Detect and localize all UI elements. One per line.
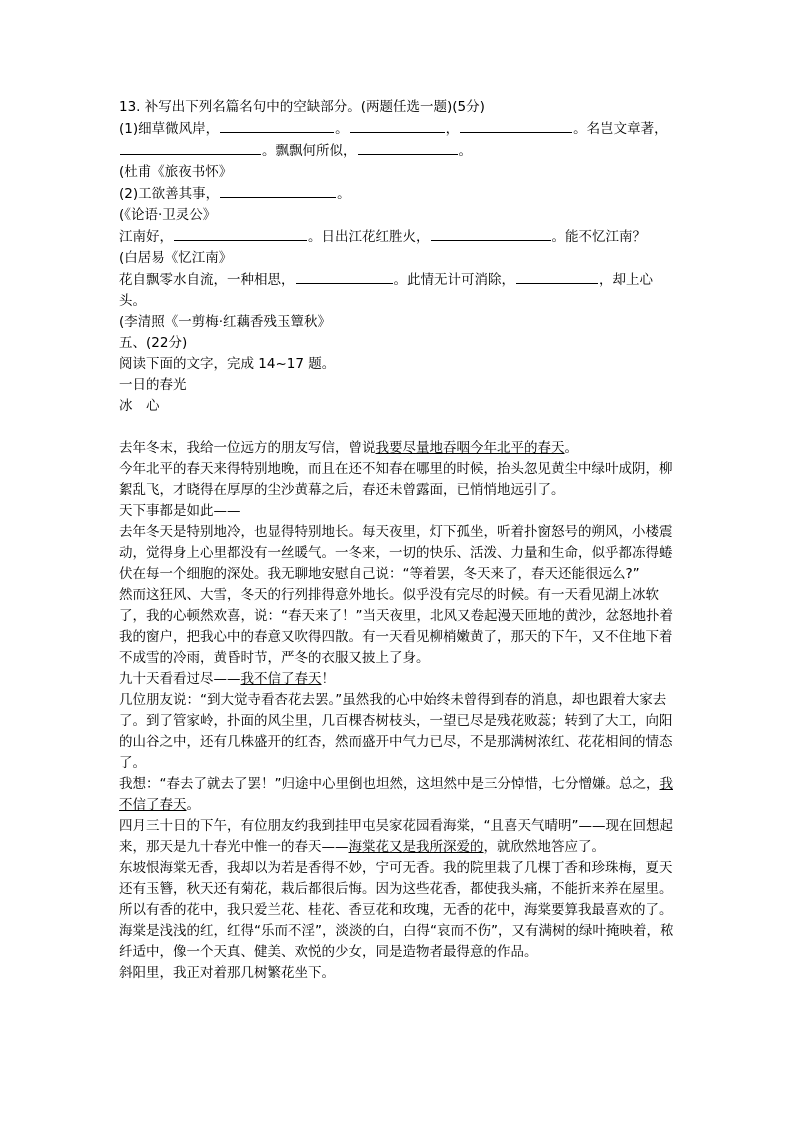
text-segment: 。日出江花红胜火， [308, 229, 430, 245]
text-segment: 。 [458, 143, 472, 159]
article-paragraph: 海棠是浅浅的红，红得“乐而不淫”，淡淡的白，白得“哀而不伤”，又有满树的绿叶掩映着，秾纤适中，像一个天真、健美、欢悦的少女，同是造物者最得意的作品。 [119, 923, 674, 960]
article-paragraph [119, 669, 679, 690]
fill-blank[interactable] [220, 118, 334, 133]
fill-blank[interactable] [296, 269, 393, 284]
text-segment: ， [445, 121, 460, 137]
text-segment: ，却上心头。 [119, 272, 653, 309]
question-13-part3 [119, 226, 679, 248]
article-paragraph: 东坡恨海棠无香，我却以为若是香得不妙，宁可无香。我的院里栽了几棵丁香和珍珠梅，夏天还有玉簪，秋天还有菊花，栽后都很后悔。因为这些花香，都使我头痛，不能折来养在屋里。所以有香的花中，我只爱兰花、桂花、香豆花和玫瑰，无香的花中，海棠要算我最喜欢的了。 [119, 860, 673, 918]
fill-blank[interactable] [460, 118, 572, 133]
section-5-heading: 五、(22分) [119, 335, 188, 351]
question-13-heading: 13. 补写出下列名篇名句中的空缺部分。(两题任选一题)(5分) [119, 99, 485, 115]
text-segment: 。能不忆江南？ [551, 229, 646, 245]
question-13-part1-line1 [119, 118, 679, 140]
text-segment: 我想：“春去了就去了罢！”归途中心里倒也坦然，这坦然中是三分悼惜，七分憎嫌。总之， [119, 776, 660, 792]
text-segment: 九十天看看过尽—— [119, 671, 241, 687]
text-segment: 。 [335, 121, 349, 137]
article-paragraph: 几位朋友说：“到大觉寺看杏花去罢。”虽然我的心中始终未曾得到春的消息，却也跟着大家去了。到了管家岭，扑面的风尘里，几百棵杏树枝头，一望已尽是残花败蕊；转到了大工，向阳的山谷之中，还有几株盛开的红杏，然而盛开中气力已尽，不是那满树浓红、花花相间的情态了。 [119, 692, 673, 771]
document-body [119, 97, 679, 984]
text-segment: ！ [321, 671, 335, 687]
source-citation: (李清照《一剪梅·红藕香残玉簟秋》 [119, 314, 332, 330]
fill-blank[interactable] [174, 226, 307, 241]
fill-blank[interactable] [431, 226, 551, 241]
fill-blank[interactable] [516, 269, 598, 284]
question-13-part1-line2 [119, 140, 679, 162]
text-segment: 。 [564, 440, 578, 456]
article-paragraph [119, 774, 679, 816]
text-segment: 花自飘零水自流，一种相思， [119, 272, 295, 288]
source-citation: (白居易《忆江南》 [119, 250, 233, 266]
article-paragraph: 去年冬天是特别地冷，也显得特别地长。每天夜里，灯下孤坐，听着扑窗怒号的朔风，小楼震动，觉得身上心里都没有一丝暖气。一冬来，一切的快乐、活泼、力量和生命，似乎都冻得蜷伏在每一个细胞的深处。我无聊地安慰自己说：“等着罢，冬天来了，春天还能很远么?” [119, 524, 673, 582]
question-13-part4 [119, 269, 679, 312]
article-paragraph [119, 816, 679, 858]
text-segment: (1)细草微风岸， [119, 121, 220, 137]
text-segment: 去年冬末，我给一位远方的朋友写信，曾说 [119, 440, 376, 456]
article-paragraph: 天下事都是如此—— [119, 503, 241, 519]
reading-instruction: 阅读下面的文字，完成 14~17 题。 [119, 356, 336, 372]
fill-blank[interactable] [120, 140, 261, 155]
article-paragraph [119, 438, 679, 459]
text-segment: 。 [337, 186, 351, 202]
text-segment: 江南好， [119, 229, 173, 245]
article-title: 一日的春光 [119, 377, 187, 393]
text-segment: 四月三十日的下午，有位朋友约我到挂甲屯吴家花园看海棠，“且喜天气晴明”——现在回想起来，那天是九十春光中惟一的春天—— [119, 818, 673, 855]
article-paragraph: 然而这狂风、大雪，冬天的行列排得意外地长。似乎没有完尽的时候。有一天看见湖上冰软了，我的心顿然欢喜，说：“春天来了！”当天夜里，北风又卷起漫天匝地的黄沙，忿怒地扑着我的窗户，把我心中的春意又吹得四散。有一天看见柳梢嫩黄了，那天的下午，又不住地下着不成雪的冷雨，黄昏时节，严冬的衣服又披上了身。 [119, 587, 673, 666]
question-13-part2 [119, 183, 679, 205]
spacer [119, 417, 679, 438]
text-segment: ，就欣然地答应了。 [483, 839, 605, 855]
underlined-sentence: 我不信了春天 [119, 776, 673, 813]
article-paragraph: 斜阳里，我正对着那几树繁花坐下。 [119, 965, 335, 981]
fill-blank[interactable] [350, 118, 445, 133]
article-paragraph: 今年北平的春天来得特别地晚，而且在还不知春在哪里的时候，抬头忽见黄尘中绿叶成阴，柳絮乱飞，才晓得在厚厚的尘沙黄幕之后，春还未曾露面，已悄悄地远引了。 [119, 461, 673, 498]
article-author: 冰 心 [119, 398, 160, 414]
text-segment: 。 [186, 797, 200, 813]
underlined-sentence: 我不信了春天 [240, 671, 322, 687]
underlined-sentence: 海棠花又是我所深爱的 [348, 839, 484, 855]
source-citation: (《论语·卫灵公》 [119, 207, 217, 223]
text-segment: 。飘飘何所似， [262, 143, 357, 159]
fill-blank[interactable] [220, 183, 336, 198]
fill-blank[interactable] [358, 140, 458, 155]
underlined-sentence: 我要尽量地吞咽今年北平的春天 [375, 440, 565, 456]
text-segment: 。名岂文章著， [573, 121, 668, 137]
text-segment: (2)工欲善其事， [119, 186, 220, 202]
text-segment: 。此情无计可消除， [393, 272, 515, 288]
source-citation: (杜甫《旅夜书怀》 [119, 164, 233, 180]
